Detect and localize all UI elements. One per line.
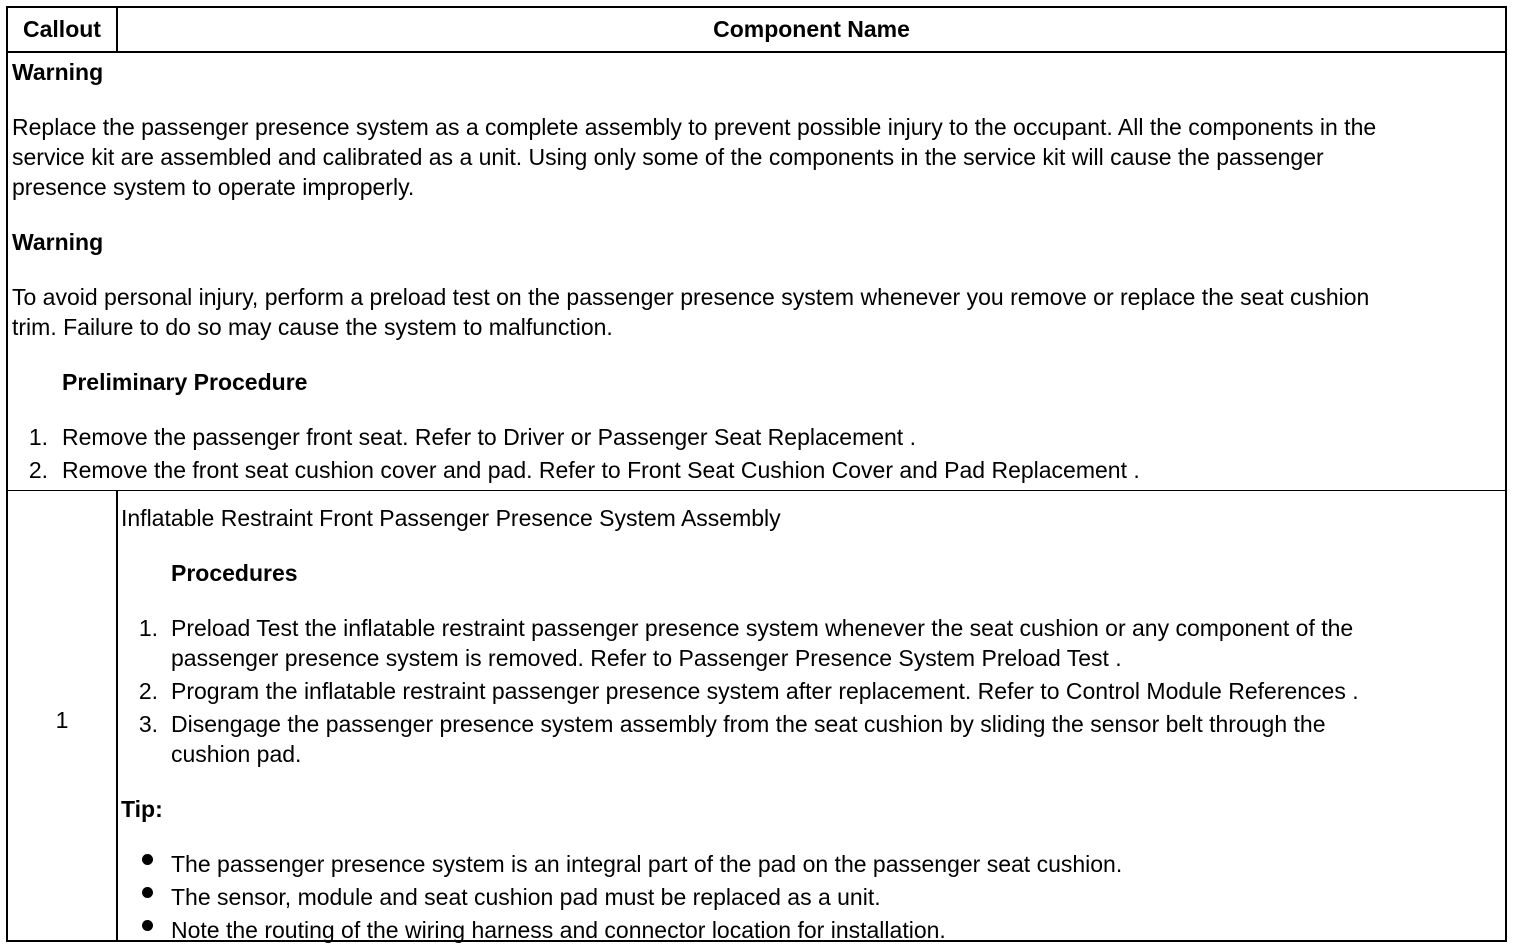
procedure-number: 1.	[138, 615, 158, 641]
tip-text: The passenger presence system is an integral part of the pad on the passenger seat cushion.	[171, 851, 1123, 877]
bullet-icon	[142, 887, 153, 898]
preliminary-procedure-title: Preliminary Procedure	[62, 369, 308, 395]
table-header	[8, 8, 1505, 53]
warning-text-line: Replace the passenger presence system as a complete assembly to prevent possible injury to the occupant. All the components in the	[12, 114, 1377, 140]
callout-number: 1	[55, 707, 69, 733]
procedure-text-line: cushion pad.	[171, 741, 302, 767]
procedure-text-line: Program the inflatable restraint passenger presence system after replacement. Refer to Control Module References .	[171, 678, 1359, 704]
tip-text: Note the routing of the wiring harness and connector location for installation.	[171, 917, 946, 943]
component-row	[8, 491, 1505, 943]
preamble-row	[8, 51, 1505, 491]
component-name: Inflatable Restraint Front Passenger Presence System Assembly	[121, 505, 781, 531]
procedure-text-line: Disengage the passenger presence system assembly from the seat cushion by sliding the sensor belt through the	[171, 711, 1326, 737]
procedures-title: Procedures	[171, 560, 298, 586]
component-table	[6, 6, 1507, 942]
header-callout: Callout	[8, 8, 118, 51]
step-text: Remove the passenger front seat. Refer to Driver or Passenger Seat Replacement .	[62, 424, 916, 450]
step-text: Remove the front seat cushion cover and pad. Refer to Front Seat Cushion Cover and Pad Replacement .	[62, 457, 1140, 483]
step-number: 1.	[28, 424, 48, 450]
procedure-number: 2.	[138, 678, 158, 704]
warning-text-line: trim. Failure to do so may cause the system to malfunction.	[12, 314, 613, 340]
warning-title: Warning	[12, 229, 104, 255]
bullet-icon	[142, 854, 153, 865]
procedure-text-line: Preload Test the inflatable restraint passenger presence system whenever the seat cushion or any component of the	[171, 615, 1354, 641]
procedure-text-line: passenger presence system is removed. Refer to Passenger Presence System Preload Test .	[171, 645, 1122, 671]
procedure-number: 3.	[138, 711, 158, 737]
header-component-name: Component Name	[713, 16, 910, 42]
tip-text: The sensor, module and seat cushion pad must be replaced as a unit.	[171, 884, 881, 910]
warning-text-line: presence system to operate improperly.	[12, 174, 415, 200]
step-number: 2.	[28, 457, 48, 483]
bullet-icon	[142, 920, 153, 931]
callout-cell	[8, 491, 118, 940]
warning-text-line: service kit are assembled and calibrated as a unit. Using only some of the components in the service kit will cause the passenger	[12, 144, 1324, 170]
tip-label: Tip:	[121, 796, 163, 822]
warning-title: Warning	[12, 59, 104, 85]
warning-text-line: To avoid personal injury, perform a preload test on the passenger presence system whenever you remove or replace the seat cushion	[12, 284, 1370, 310]
